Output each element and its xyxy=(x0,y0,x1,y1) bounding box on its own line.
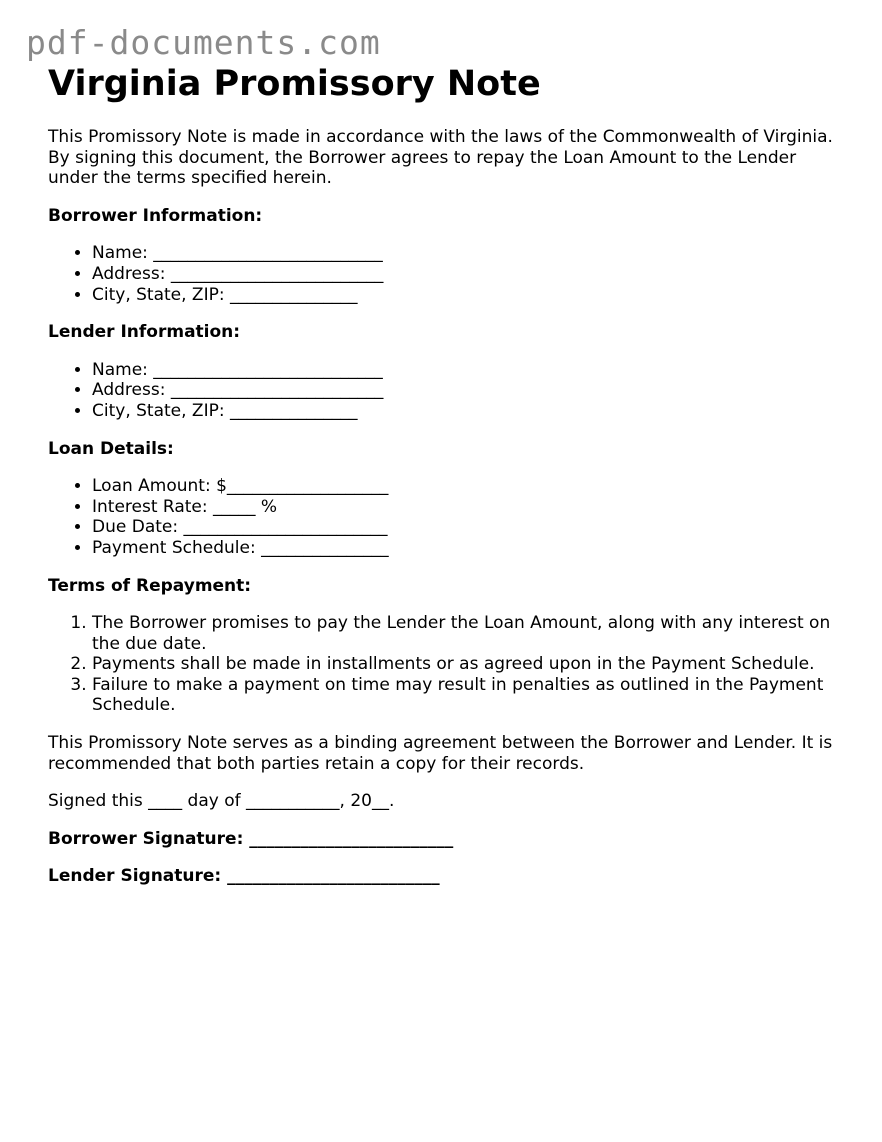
borrower-heading: Borrower Information: xyxy=(48,205,263,226)
document-title: Virginia Promissory Note xyxy=(48,64,541,104)
repayment-heading: Terms of Repayment: xyxy=(48,575,252,596)
borrower-city-field: • City, State, ZIP: _______________ xyxy=(92,285,848,306)
lender-signature-line: Lender Signature: _________________________ xyxy=(48,866,440,887)
lender-address-field: • Address: _________________________ xyxy=(92,380,848,401)
site-watermark: pdf-documents.com xyxy=(26,23,381,62)
repayment-term-1: 1. The Borrower promises to pay the Lender the Loan Amount, along with any interest on the due date. xyxy=(92,613,848,654)
borrower-signature-line: Borrower Signature: ________________________ xyxy=(48,828,454,849)
lender-city-field: • City, State, ZIP: _______________ xyxy=(92,401,848,422)
lender-name-field: • Name: ___________________________ xyxy=(92,360,848,381)
borrower-list xyxy=(48,243,848,305)
loan-amount-field: • Loan Amount: $___________________ xyxy=(92,476,848,497)
loan-heading: Loan Details: xyxy=(48,438,174,459)
borrower-name-field: • Name: ___________________________ xyxy=(92,243,848,264)
closing-paragraph: This Promissory Note serves as a binding agreement between the Borrower and Lender. It is recommended that both parties retain a copy for their records. xyxy=(48,733,833,774)
document-page xyxy=(48,62,848,887)
lender-heading: Lender Information: xyxy=(48,322,241,343)
loan-list xyxy=(48,476,848,558)
borrower-address-field: • Address: _________________________ xyxy=(92,264,848,285)
signed-date-line: Signed this ____ day of ___________, 20__. xyxy=(48,791,395,812)
intro-paragraph: This Promissory Note is made in accordance with the laws of the Commonwealth of Virginia. By signing this document, the Borrower agrees to repay the Loan Amount to the Lender under the terms specified herein. xyxy=(48,127,833,189)
payment-schedule-field: • Payment Schedule: _______________ xyxy=(92,538,848,559)
lender-list xyxy=(48,360,848,422)
interest-rate-field: • Interest Rate: _____ % xyxy=(92,497,848,518)
repayment-term-2: 2. Payments shall be made in installments or as agreed upon in the Payment Schedule. xyxy=(92,654,848,675)
due-date-field: • Due Date: ________________________ xyxy=(92,517,848,538)
repayment-list xyxy=(48,613,848,716)
repayment-term-3: 3. Failure to make a payment on time may result in penalties as outlined in the Payment Schedule. xyxy=(92,675,848,716)
